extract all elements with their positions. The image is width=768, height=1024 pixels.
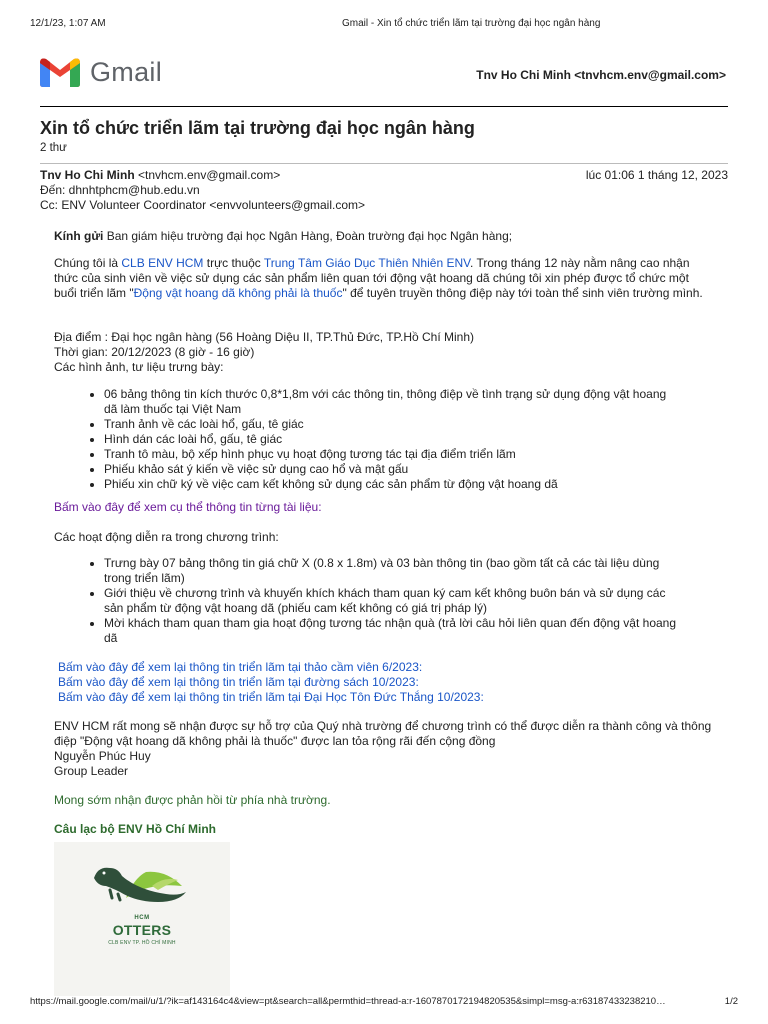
- signature: [54, 749, 714, 779]
- otters-logo: [54, 842, 230, 996]
- otter-icon: [54, 842, 230, 917]
- list-item: Tranh tô màu, bộ xếp hình phục vụ hoạt động tương tác tại địa điểm triển lãm: [104, 447, 670, 462]
- thread-subject: Xin tổ chức triển lãm tại trường đại học ngân hàng: [40, 118, 475, 138]
- gmail-m-icon: [40, 57, 80, 87]
- account-label: Tnv Ho Chi Minh <tnvhcm.env@gmail.com>: [476, 68, 726, 82]
- intro-text-3: . Trong tháng 12 này nằm nâng cao nhận thức của sinh viên về việc sử dụng các sản phẩm liên quan tới động vật hoang dã chúng tôi xin phép được tổ chức một buổi triển lãm ": [54, 256, 690, 300]
- print-footer: [30, 996, 738, 1010]
- header-divider: [40, 106, 728, 107]
- greeting-text: Ban giám hiệu trường đại học Ngân Hàng, Đoàn trường đại học Ngân hàng;: [103, 229, 513, 243]
- cc-line: Cc: ENV Volunteer Coordinator <envvolunteers@gmail.com>: [40, 198, 366, 212]
- page-url: https://mail.google.com/mail/u/1/?ik=af143164c4&view=pt&search=all&permthid=thread-a:r-1607870172194820535&simpl=msg-a:r63187433238210…: [30, 996, 666, 1007]
- hope-line: Mong sớm nhận được phản hồi từ phía nhà trường.: [54, 793, 331, 807]
- recipient-line: Đến: dhnhtphcm@hub.edu.vn: [40, 183, 200, 197]
- campaign-link[interactable]: Động vật hoang dã không phải là thuốc: [133, 286, 343, 300]
- gmail-wordmark: Gmail: [90, 56, 163, 87]
- intro-text-1: Chúng tôi là: [54, 256, 122, 270]
- list-item: Trưng bày 07 bảng thông tin giá chữ X (0.8 x 1.8m) và 03 bàn thông tin (bao gồm tất cả các tài liệu dùng trong triển lãm): [104, 556, 680, 586]
- materials-label: Các hình ảnh, tư liệu trưng bày:: [54, 360, 224, 374]
- sender-email: <tnvhcm.env@gmail.com>: [134, 168, 281, 182]
- page-number: 1/2: [724, 996, 738, 1007]
- print-header: [30, 18, 738, 32]
- signer-role: Group Leader: [54, 764, 129, 778]
- club-link[interactable]: CLB ENV HCM: [121, 256, 204, 270]
- past-exhibition-link-tdtu[interactable]: Bấm vào đây để xem lại thông tin triển lãm tại Đại Học Tôn Đức Thắng 10/2023:: [58, 690, 484, 704]
- message-count: 2 thư: [40, 142, 67, 154]
- activities-list: [54, 556, 714, 646]
- sender-name: Tnv Ho Chi Minh: [40, 168, 135, 182]
- logo-otters-text: OTTERS: [112, 922, 172, 938]
- event-time: Thời gian: 20/12/2023 (8 giờ - 16 giờ): [54, 345, 255, 359]
- greeting-bold: Kính gửi: [54, 229, 104, 243]
- list-item: Phiếu khảo sát ý kiến về việc sử dụng cao hổ và mật gấu: [104, 462, 670, 477]
- closing-paragraph: ENV HCM rất mong sẽ nhận được sự hỗ trợ của Quý nhà trường để chương trình có thể được diễn ra thành công và thông điệp "Động vật hoang dã không phải là thuốc" được lan tỏa rộng rãi đến cộng đồng: [54, 719, 712, 748]
- club-name: Câu lạc bộ ENV Hồ Chí Minh: [54, 822, 217, 836]
- signer-name: Nguyễn Phúc Huy: [54, 749, 151, 763]
- print-title: Gmail - Xin tổ chức triển lãm tại trường đại học ngân hàng: [342, 18, 601, 29]
- print-datetime: 12/1/23, 1:07 AM: [30, 18, 106, 29]
- greeting: [54, 229, 714, 244]
- event-location: Địa điểm : Đại học ngân hàng (56 Hoàng Diệu II, TP.Thủ Đức, TP.Hồ Chí Minh): [54, 330, 475, 344]
- documents-link[interactable]: Bấm vào đây để xem cụ thể thông tin từng tài liệu:: [54, 500, 322, 514]
- past-exhibition-link-zoo[interactable]: Bấm vào đây để xem lại thông tin triển lãm tại thảo cầm viên 6/2023:: [58, 660, 423, 674]
- past-exhibition-link-book-street[interactable]: Bấm vào đây để xem lại thông tin triển lãm tại đường sách 10/2023:: [58, 675, 419, 689]
- event-info: [54, 330, 714, 375]
- intro-text-2: trực thuộc: [203, 256, 264, 270]
- list-item: Phiếu xin chữ ký về việc cam kết không sử dụng các sản phẩm từ động vật hoang dã: [104, 477, 670, 492]
- intro-paragraph: [54, 256, 714, 301]
- past-exhibitions-links: [58, 660, 484, 705]
- list-item: 06 bảng thông tin kích thước 0,8*1,8m với các thông tin, thông điệp về tình trạng sử dụng động vật hoang dã làm thuốc tại Việt Nam: [104, 387, 670, 417]
- logo-subtitle: CLB ENV TP. HỒ CHÍ MINH: [108, 940, 176, 946]
- list-item: Hình dán các loài hổ, gấu, tê giác: [104, 432, 670, 447]
- subject-divider: [40, 163, 728, 164]
- intro-text-4: " để tuyên truyền thông điệp này tới toàn thể sinh viên trường mình.: [342, 286, 703, 300]
- list-item: Mời khách tham quan tham gia hoạt động tương tác nhận quà (trả lời câu hỏi liên quan đến động vật hoang dã: [104, 616, 680, 646]
- list-item: Giới thiệu về chương trình và khuyến khích khách tham quan ký cam kết không buôn bán và sử dụng các sản phẩm từ động vật hoang dã (phiếu cam kết không có giá trị pháp lý): [104, 586, 680, 616]
- sender-line: [40, 168, 280, 183]
- materials-list: [54, 387, 714, 492]
- activities-label: Các hoạt động diễn ra trong chương trình:: [54, 530, 279, 544]
- message-timestamp: lúc 01:06 1 tháng 12, 2023: [585, 168, 728, 182]
- center-link[interactable]: Trung Tâm Giáo Dục Thiên Nhiên ENV: [263, 256, 471, 270]
- list-item: Tranh ảnh về các loài hổ, gấu, tê giác: [104, 417, 670, 432]
- logo-hcm-text: HCM: [134, 915, 150, 921]
- gmail-logo: [40, 54, 162, 90]
